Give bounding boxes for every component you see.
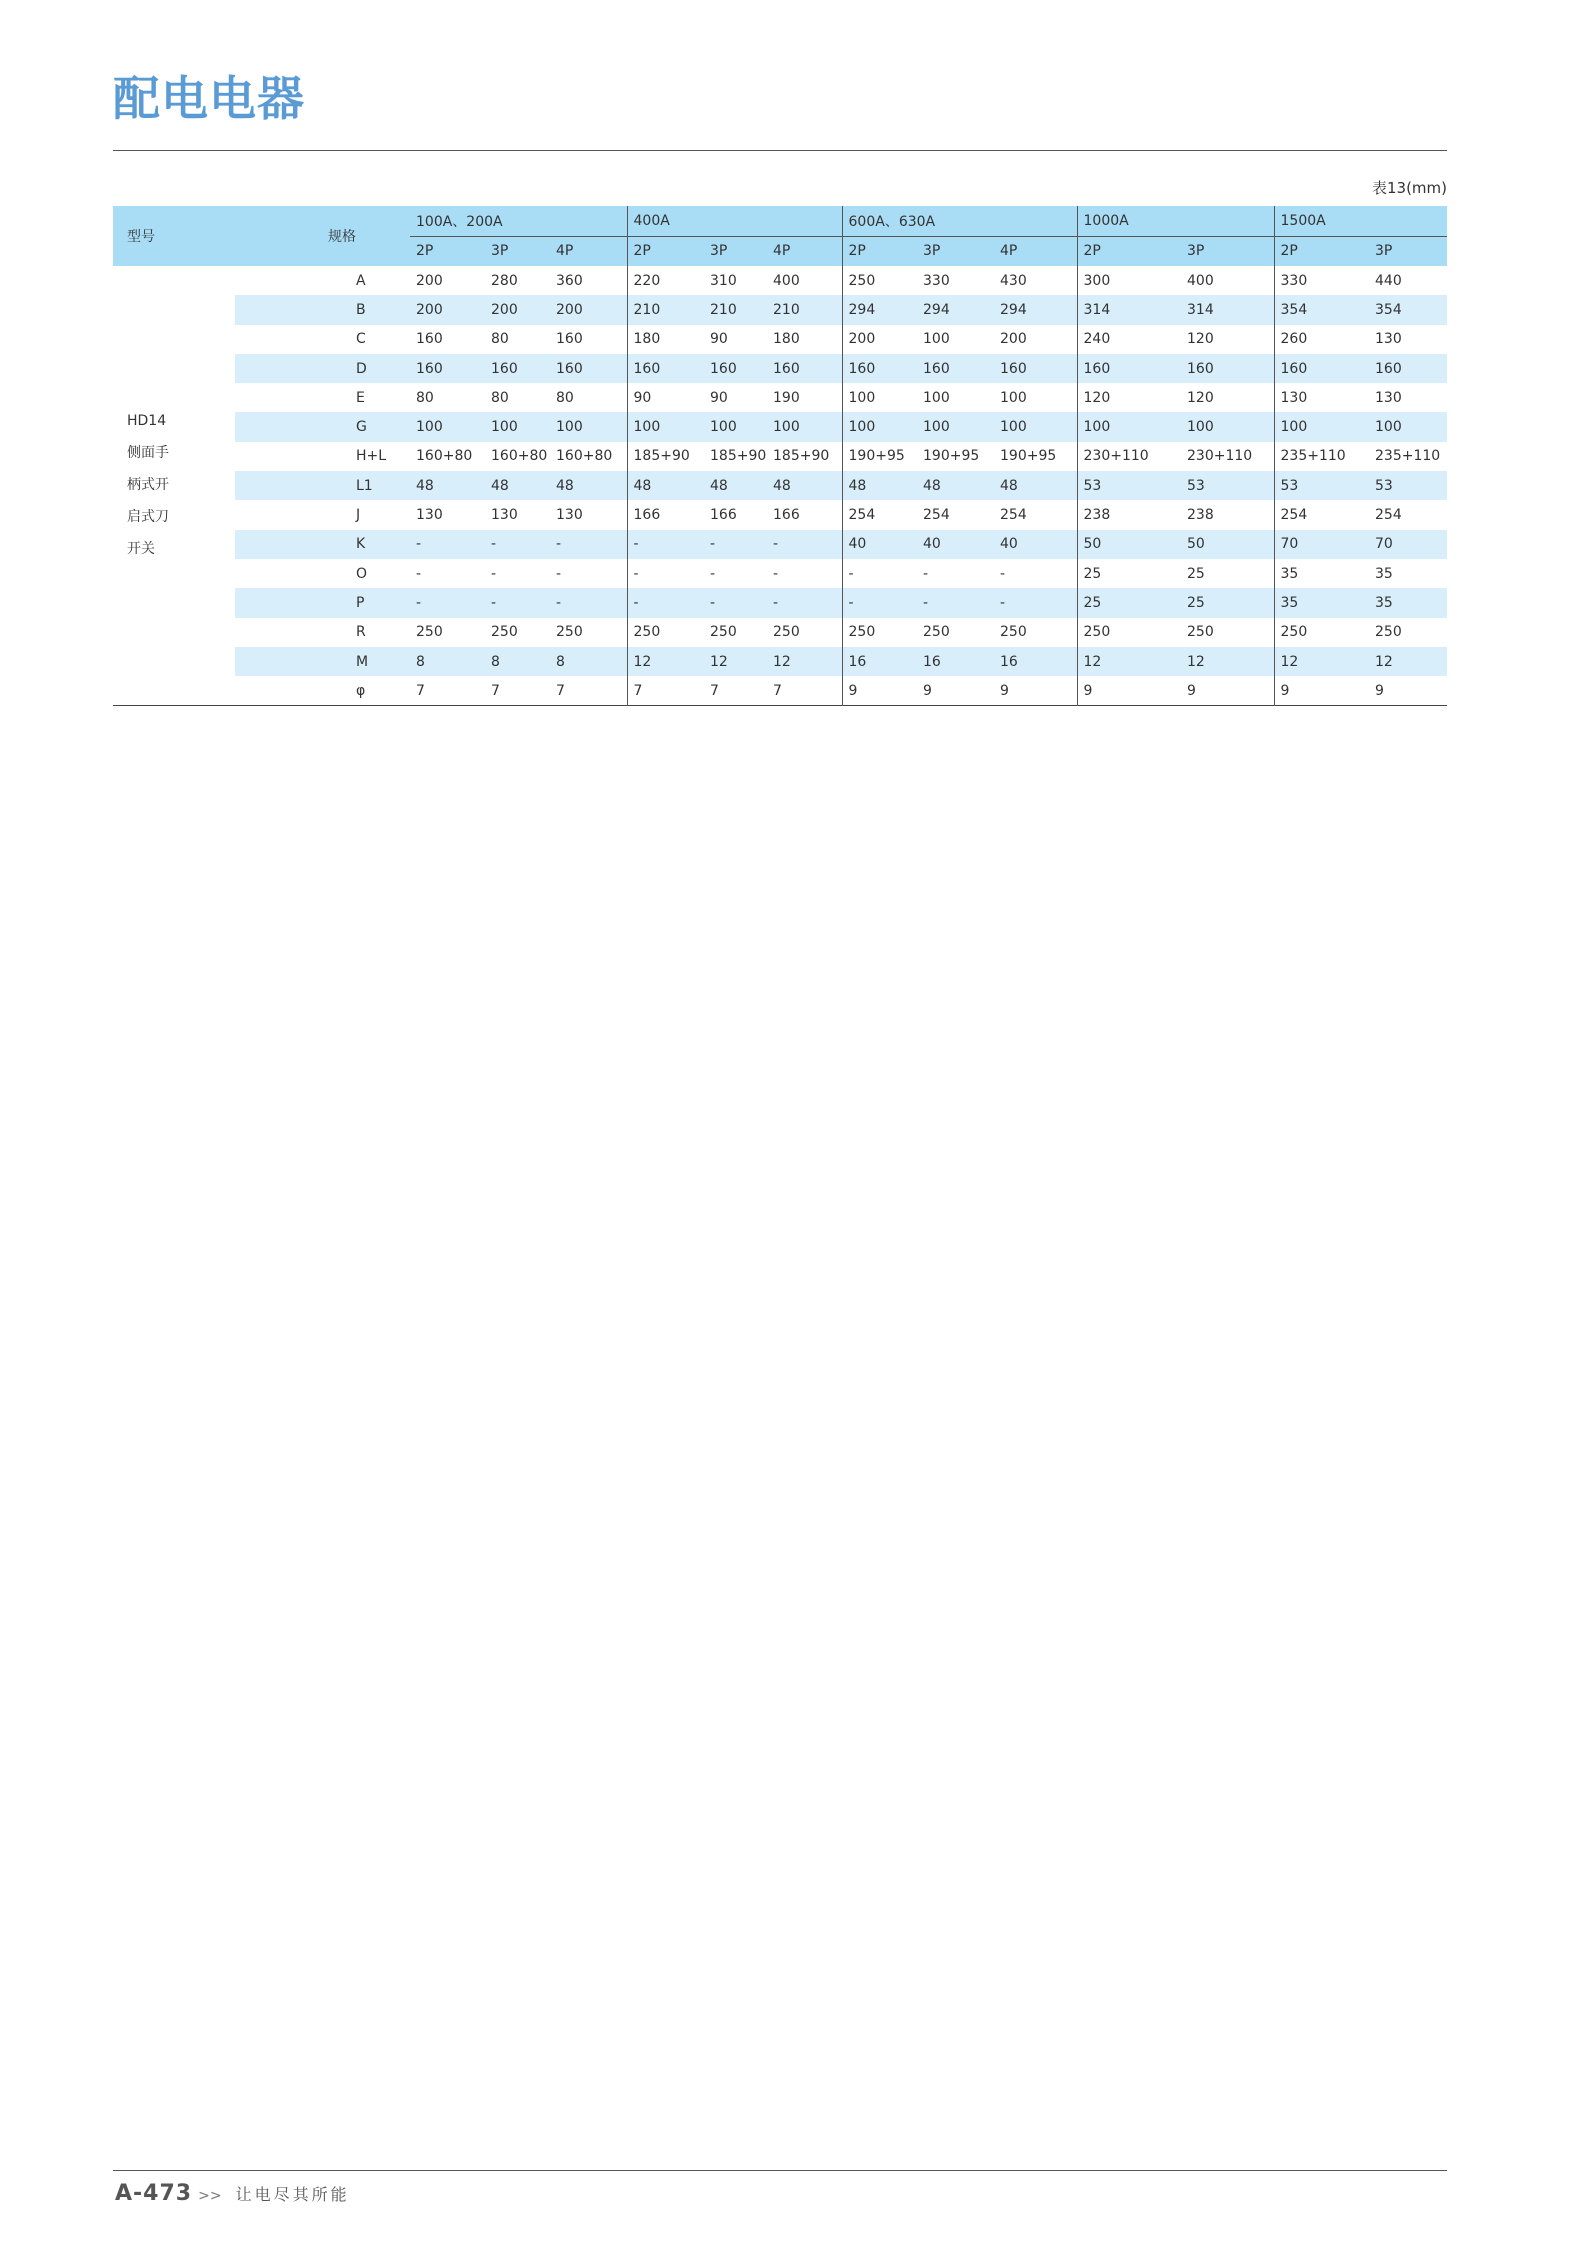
model-cell <box>113 266 235 705</box>
table-row <box>113 383 1447 412</box>
value-cell: 80 <box>485 383 550 412</box>
value-cell: 190 <box>767 383 842 412</box>
row-spacer <box>235 325 320 354</box>
value-cell: 254 <box>994 500 1077 529</box>
value-cell: 48 <box>627 471 704 500</box>
table-row <box>113 325 1447 354</box>
value-cell: 48 <box>704 471 767 500</box>
spec-label: D <box>320 354 410 383</box>
value-cell: 354 <box>1274 295 1369 324</box>
value-cell: 100 <box>1077 412 1181 441</box>
value-cell: 160 <box>410 354 485 383</box>
value-cell: 130 <box>485 500 550 529</box>
page-number: A-473 <box>115 2181 193 2206</box>
footer-slogan: 让电尽其所能 <box>235 2185 350 2204</box>
value-cell: 294 <box>917 295 994 324</box>
value-cell: 48 <box>767 471 842 500</box>
value-cell: 40 <box>842 530 917 559</box>
header-group-row <box>113 206 1447 236</box>
value-cell: 180 <box>767 325 842 354</box>
row-spacer <box>235 559 320 588</box>
value-cell: 48 <box>842 471 917 500</box>
row-spacer <box>235 266 320 295</box>
group-header: 1500A <box>1274 206 1447 236</box>
spec-label: C <box>320 325 410 354</box>
model-line: 侧面手 <box>127 445 169 462</box>
value-cell: 25 <box>1181 588 1274 617</box>
value-cell: 160 <box>410 325 485 354</box>
value-cell: - <box>550 559 627 588</box>
model-line: HD14 <box>127 413 167 430</box>
row-spacer <box>235 295 320 324</box>
pole-header: 3P <box>917 236 994 266</box>
value-cell: 190+95 <box>994 442 1077 471</box>
value-cell: - <box>410 559 485 588</box>
value-cell: - <box>550 588 627 617</box>
value-cell: 160 <box>994 354 1077 383</box>
value-cell: 160 <box>485 354 550 383</box>
value-cell: 160 <box>1077 354 1181 383</box>
value-cell: 200 <box>842 325 917 354</box>
value-cell: 130 <box>1369 325 1447 354</box>
value-cell: 8 <box>485 647 550 676</box>
value-cell: 240 <box>1077 325 1181 354</box>
spec-label: M <box>320 647 410 676</box>
value-cell: 100 <box>410 412 485 441</box>
table-row <box>113 676 1447 705</box>
table-row <box>113 500 1447 529</box>
value-cell: 9 <box>1077 676 1181 705</box>
value-cell: 7 <box>627 676 704 705</box>
value-cell: 160 <box>767 354 842 383</box>
value-cell: 300 <box>1077 266 1181 295</box>
value-cell: 120 <box>1181 383 1274 412</box>
value-cell: 250 <box>1077 618 1181 647</box>
value-cell: 294 <box>842 295 917 324</box>
value-cell: 53 <box>1181 471 1274 500</box>
value-cell: 12 <box>627 647 704 676</box>
value-cell: - <box>485 530 550 559</box>
value-cell: 250 <box>767 618 842 647</box>
value-cell: 8 <box>550 647 627 676</box>
value-cell: 100 <box>704 412 767 441</box>
row-spacer <box>235 442 320 471</box>
footer-rule <box>113 2170 1447 2171</box>
group-header: 100A、200A <box>410 206 627 236</box>
table-row <box>113 266 1447 295</box>
value-cell: 210 <box>704 295 767 324</box>
value-cell: - <box>704 559 767 588</box>
spec-label: R <box>320 618 410 647</box>
value-cell: 250 <box>1274 618 1369 647</box>
value-cell: - <box>994 588 1077 617</box>
value-cell: 90 <box>704 325 767 354</box>
value-cell: 70 <box>1274 530 1369 559</box>
value-cell: 48 <box>917 471 994 500</box>
value-cell: - <box>767 588 842 617</box>
value-cell: 7 <box>485 676 550 705</box>
value-cell: 9 <box>1181 676 1274 705</box>
table-row <box>113 354 1447 383</box>
value-cell: 12 <box>1181 647 1274 676</box>
value-cell: 220 <box>627 266 704 295</box>
value-cell: 190+95 <box>842 442 917 471</box>
spec-label: A <box>320 266 410 295</box>
value-cell: 7 <box>550 676 627 705</box>
value-cell: 50 <box>1181 530 1274 559</box>
title-rule <box>113 150 1447 151</box>
value-cell: 80 <box>550 383 627 412</box>
value-cell: - <box>410 588 485 617</box>
value-cell: 35 <box>1274 559 1369 588</box>
value-cell: 160+80 <box>550 442 627 471</box>
value-cell: 250 <box>994 618 1077 647</box>
row-spacer <box>235 530 320 559</box>
footer-arrows: >> <box>198 2188 222 2204</box>
value-cell: 160+80 <box>485 442 550 471</box>
value-cell: 250 <box>485 618 550 647</box>
value-cell: 250 <box>1369 618 1447 647</box>
spec-label: J <box>320 500 410 529</box>
value-cell: 50 <box>1077 530 1181 559</box>
value-cell: - <box>842 559 917 588</box>
value-cell: 53 <box>1274 471 1369 500</box>
value-cell: 48 <box>550 471 627 500</box>
value-cell: 35 <box>1274 588 1369 617</box>
value-cell: 180 <box>627 325 704 354</box>
value-cell: 53 <box>1369 471 1447 500</box>
value-cell: 7 <box>704 676 767 705</box>
pole-header: 2P <box>842 236 917 266</box>
value-cell: 35 <box>1369 559 1447 588</box>
value-cell: 250 <box>917 618 994 647</box>
pole-header: 4P <box>767 236 842 266</box>
value-cell: 8 <box>410 647 485 676</box>
value-cell: 12 <box>1077 647 1181 676</box>
value-cell: 9 <box>1274 676 1369 705</box>
value-cell: 40 <box>994 530 1077 559</box>
value-cell: 314 <box>1077 295 1181 324</box>
value-cell: 80 <box>410 383 485 412</box>
value-cell: 400 <box>767 266 842 295</box>
value-cell: 100 <box>994 383 1077 412</box>
row-spacer <box>235 618 320 647</box>
value-cell: 160 <box>842 354 917 383</box>
value-cell: 25 <box>1181 559 1274 588</box>
value-cell: 166 <box>627 500 704 529</box>
table-row <box>113 412 1447 441</box>
value-cell: 48 <box>410 471 485 500</box>
value-cell: 250 <box>1181 618 1274 647</box>
value-cell: 210 <box>767 295 842 324</box>
value-cell: - <box>485 588 550 617</box>
value-cell: 330 <box>1274 266 1369 295</box>
value-cell: 185+90 <box>767 442 842 471</box>
value-cell: 200 <box>410 266 485 295</box>
value-cell: 100 <box>1181 412 1274 441</box>
group-header: 600A、630A <box>842 206 1077 236</box>
value-cell: 100 <box>917 412 994 441</box>
value-cell: 238 <box>1181 500 1274 529</box>
table-row <box>113 559 1447 588</box>
pole-header: 3P <box>704 236 767 266</box>
value-cell: 100 <box>1369 412 1447 441</box>
value-cell: 100 <box>842 412 917 441</box>
row-spacer <box>235 647 320 676</box>
value-cell: 130 <box>1369 383 1447 412</box>
value-cell: 9 <box>994 676 1077 705</box>
spec-label: G <box>320 412 410 441</box>
pole-header: 4P <box>994 236 1077 266</box>
value-cell: 120 <box>1181 325 1274 354</box>
spec-label: O <box>320 559 410 588</box>
group-header: 1000A <box>1077 206 1274 236</box>
value-cell: - <box>917 559 994 588</box>
value-cell: 100 <box>917 383 994 412</box>
row-spacer <box>235 383 320 412</box>
pole-header: 3P <box>1369 236 1447 266</box>
value-cell: 166 <box>767 500 842 529</box>
value-cell: - <box>767 559 842 588</box>
value-cell: 354 <box>1369 295 1447 324</box>
value-cell: 200 <box>485 295 550 324</box>
value-cell: 100 <box>842 383 917 412</box>
value-cell: 235+110 <box>1369 442 1447 471</box>
value-cell: - <box>550 530 627 559</box>
value-cell: 160 <box>550 354 627 383</box>
value-cell: 100 <box>627 412 704 441</box>
value-cell: 16 <box>917 647 994 676</box>
value-cell: 90 <box>704 383 767 412</box>
value-cell: 25 <box>1077 588 1181 617</box>
value-cell: 250 <box>410 618 485 647</box>
value-cell: 12 <box>704 647 767 676</box>
value-cell: 9 <box>1369 676 1447 705</box>
value-cell: 230+110 <box>1077 442 1181 471</box>
value-cell: 130 <box>410 500 485 529</box>
page-footer <box>115 2181 350 2206</box>
spec-label: P <box>320 588 410 617</box>
spec-label: E <box>320 383 410 412</box>
value-cell: 9 <box>917 676 994 705</box>
value-cell: 130 <box>1274 383 1369 412</box>
value-cell: 70 <box>1369 530 1447 559</box>
value-cell: - <box>917 588 994 617</box>
value-cell: 430 <box>994 266 1077 295</box>
value-cell: 40 <box>917 530 994 559</box>
value-cell: 100 <box>994 412 1077 441</box>
value-cell: 100 <box>485 412 550 441</box>
row-spacer <box>235 588 320 617</box>
value-cell: 238 <box>1077 500 1181 529</box>
value-cell: 254 <box>842 500 917 529</box>
value-cell: 235+110 <box>1274 442 1369 471</box>
spec-label: K <box>320 530 410 559</box>
spec-header: 规格 <box>320 206 410 266</box>
value-cell: 100 <box>1274 412 1369 441</box>
value-cell: - <box>994 559 1077 588</box>
spec-label: φ <box>320 676 410 705</box>
value-cell: 9 <box>842 676 917 705</box>
spec-label: L1 <box>320 471 410 500</box>
pole-header: 2P <box>627 236 704 266</box>
model-line: 启式刀 <box>127 509 169 526</box>
value-cell: 16 <box>842 647 917 676</box>
value-cell: 250 <box>550 618 627 647</box>
pole-header: 2P <box>410 236 485 266</box>
value-cell: 100 <box>550 412 627 441</box>
value-cell: 35 <box>1369 588 1447 617</box>
value-cell: - <box>410 530 485 559</box>
value-cell: 160+80 <box>410 442 485 471</box>
value-cell: 160 <box>627 354 704 383</box>
pole-header: 2P <box>1274 236 1369 266</box>
value-cell: 80 <box>485 325 550 354</box>
value-cell: 360 <box>550 266 627 295</box>
value-cell: 160 <box>550 325 627 354</box>
value-cell: 160 <box>917 354 994 383</box>
spec-label: H+L <box>320 442 410 471</box>
value-cell: 160 <box>1369 354 1447 383</box>
table-caption: 表13(mm) <box>1371 179 1447 197</box>
value-cell: 12 <box>1369 647 1447 676</box>
value-cell: 260 <box>1274 325 1369 354</box>
value-cell: 160 <box>1181 354 1274 383</box>
value-cell: 200 <box>994 325 1077 354</box>
value-cell: 280 <box>485 266 550 295</box>
value-cell: 254 <box>917 500 994 529</box>
value-cell: 7 <box>410 676 485 705</box>
table-row <box>113 647 1447 676</box>
table-row <box>113 530 1447 559</box>
type-header: 型号 <box>113 206 320 266</box>
spec-label: B <box>320 295 410 324</box>
value-cell: 25 <box>1077 559 1181 588</box>
value-cell: 400 <box>1181 266 1274 295</box>
pole-header: 2P <box>1077 236 1181 266</box>
value-cell: 200 <box>410 295 485 324</box>
value-cell: 12 <box>1274 647 1369 676</box>
pole-header: 4P <box>550 236 627 266</box>
value-cell: - <box>627 588 704 617</box>
value-cell: 210 <box>627 295 704 324</box>
value-cell: 250 <box>842 266 917 295</box>
table-row <box>113 618 1447 647</box>
value-cell: 120 <box>1077 383 1181 412</box>
table-row <box>113 588 1447 617</box>
value-cell: 185+90 <box>627 442 704 471</box>
value-cell: 310 <box>704 266 767 295</box>
value-cell: 250 <box>842 618 917 647</box>
value-cell: - <box>627 530 704 559</box>
value-cell: - <box>704 530 767 559</box>
value-cell: 254 <box>1274 500 1369 529</box>
value-cell: 90 <box>627 383 704 412</box>
value-cell: 314 <box>1181 295 1274 324</box>
row-spacer <box>235 676 320 705</box>
value-cell: 160 <box>1274 354 1369 383</box>
value-cell: 200 <box>550 295 627 324</box>
dimension-table <box>113 206 1447 706</box>
value-cell: 294 <box>994 295 1077 324</box>
value-cell: - <box>627 559 704 588</box>
value-cell: 160 <box>704 354 767 383</box>
table-row <box>113 295 1447 324</box>
table-row <box>113 442 1447 471</box>
pole-header: 3P <box>485 236 550 266</box>
value-cell: 53 <box>1077 471 1181 500</box>
value-cell: 330 <box>917 266 994 295</box>
value-cell: 230+110 <box>1181 442 1274 471</box>
table-row <box>113 471 1447 500</box>
value-cell: 166 <box>704 500 767 529</box>
value-cell: 250 <box>627 618 704 647</box>
value-cell: 12 <box>767 647 842 676</box>
value-cell: 130 <box>550 500 627 529</box>
value-cell: 100 <box>767 412 842 441</box>
value-cell: - <box>485 559 550 588</box>
row-spacer <box>235 412 320 441</box>
value-cell: 48 <box>994 471 1077 500</box>
value-cell: 250 <box>704 618 767 647</box>
row-spacer <box>235 471 320 500</box>
group-header: 400A <box>627 206 842 236</box>
row-spacer <box>235 500 320 529</box>
value-cell: 16 <box>994 647 1077 676</box>
page-title: 配电电器 <box>113 72 305 127</box>
value-cell: 48 <box>485 471 550 500</box>
value-cell: - <box>842 588 917 617</box>
value-cell: 185+90 <box>704 442 767 471</box>
model-line: 柄式开 <box>127 477 169 494</box>
pole-header: 3P <box>1181 236 1274 266</box>
value-cell: 190+95 <box>917 442 994 471</box>
value-cell: 7 <box>767 676 842 705</box>
value-cell: 100 <box>917 325 994 354</box>
value-cell: 254 <box>1369 500 1447 529</box>
model-line: 开关 <box>127 541 155 558</box>
value-cell: - <box>767 530 842 559</box>
value-cell: 440 <box>1369 266 1447 295</box>
value-cell: - <box>704 588 767 617</box>
row-spacer <box>235 354 320 383</box>
